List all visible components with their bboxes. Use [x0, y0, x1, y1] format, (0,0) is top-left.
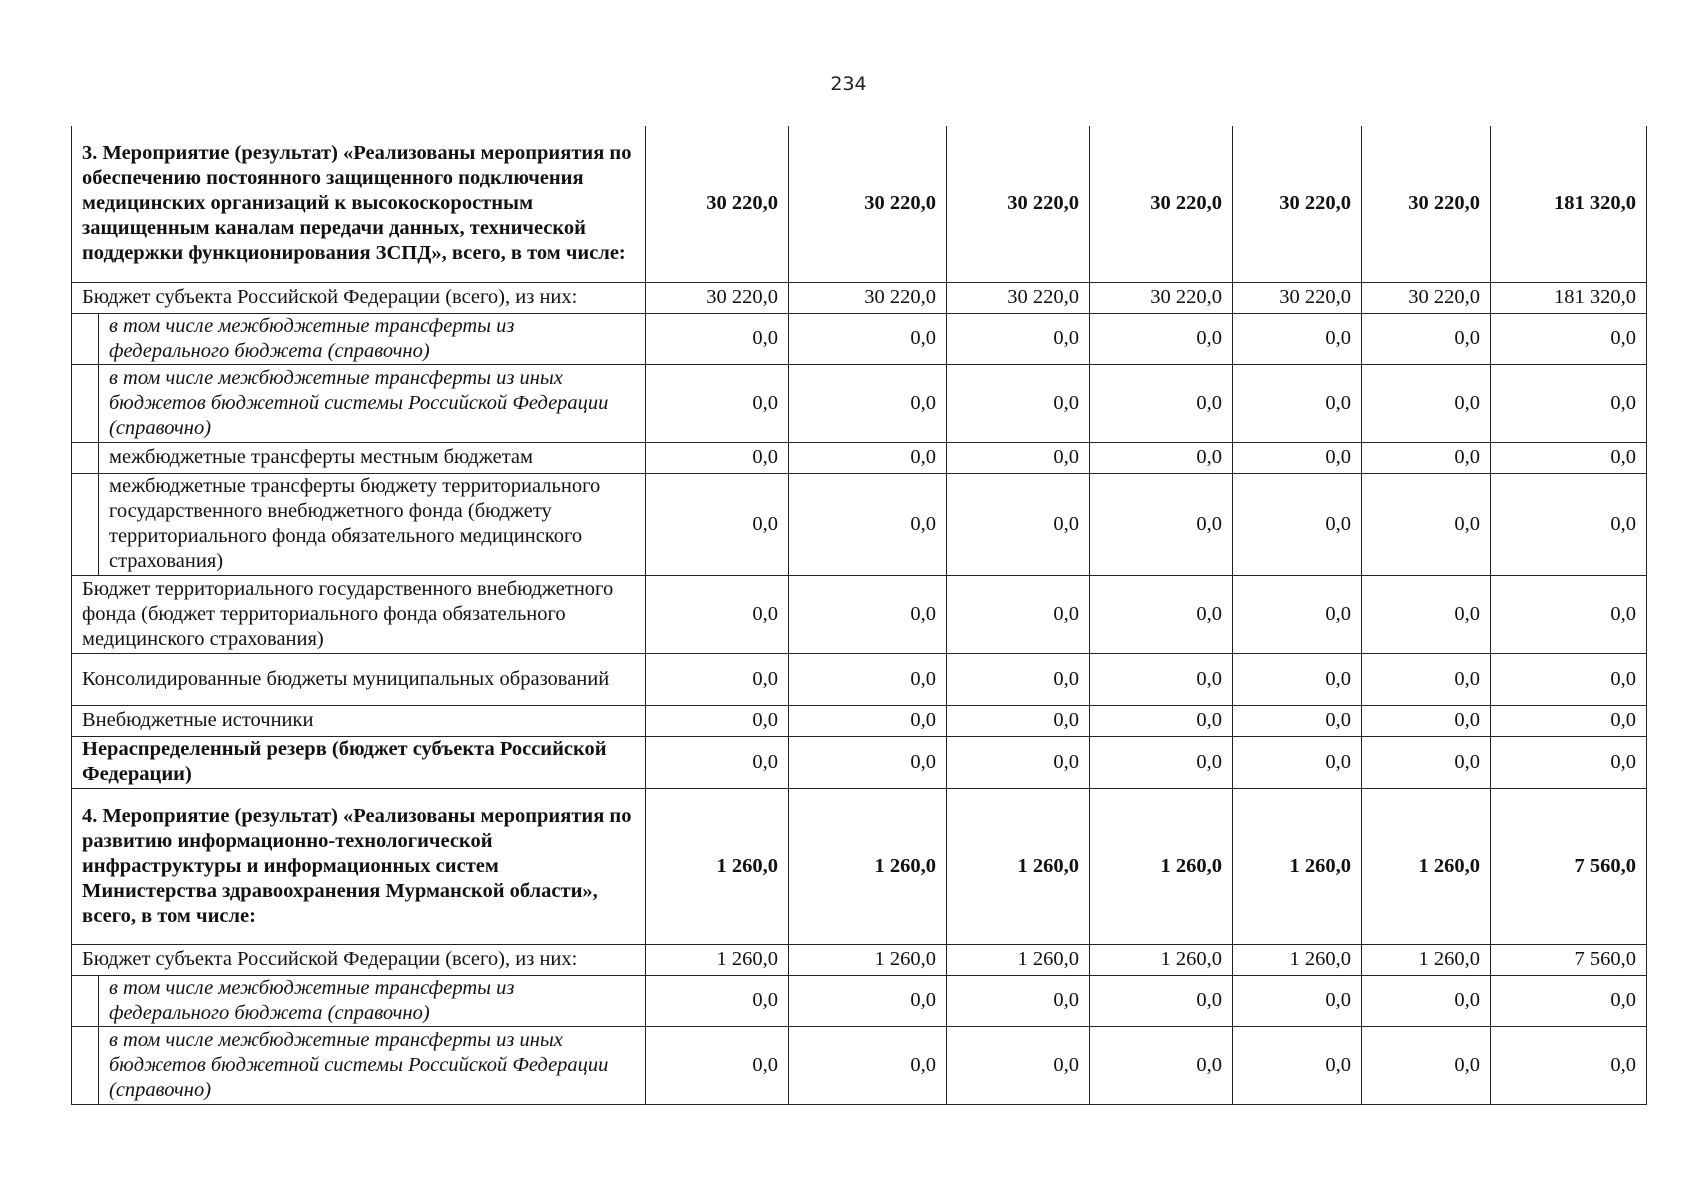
value-cell: 0,0: [646, 313, 789, 364]
table-row: [72, 126, 1647, 282]
row-label: Нераспределенный резерв (бюджет субъекта Российской Федерации): [72, 736, 646, 788]
value-cell: 0,0: [1090, 473, 1233, 575]
value-cell: 0,0: [789, 473, 947, 575]
value-cell: 0,0: [1090, 575, 1233, 653]
value-cell: 1 260,0: [1362, 788, 1491, 944]
table-row: [72, 282, 1647, 313]
value-cell: 0,0: [1362, 1026, 1491, 1104]
value-cell: 0,0: [947, 975, 1090, 1026]
row-label: 4. Мероприятие (результат) «Реализованы мероприятия по развитию информационно-технологической инфраструктуры и информационных систем Министерства здравоохранения Мурманской области», всего, в том числе:: [72, 788, 646, 944]
value-cell: 0,0: [1090, 313, 1233, 364]
value-cell: 1 260,0: [646, 944, 789, 975]
value-cell: 0,0: [1090, 1026, 1233, 1104]
table-row: [72, 313, 1647, 364]
value-cell: 0,0: [1491, 364, 1647, 442]
value-cell: 7 560,0: [1491, 944, 1647, 975]
value-cell: 0,0: [1362, 736, 1491, 788]
row-label: Консолидированные бюджеты муниципальных образований: [72, 653, 646, 705]
value-cell: 0,0: [1233, 313, 1362, 364]
value-cell: 0,0: [1362, 313, 1491, 364]
value-cell: 0,0: [947, 313, 1090, 364]
value-cell: 0,0: [646, 1026, 789, 1104]
value-cell: 0,0: [646, 736, 789, 788]
value-cell: 0,0: [1090, 975, 1233, 1026]
value-cell: 0,0: [789, 442, 947, 473]
value-cell: 0,0: [1362, 653, 1491, 705]
table-row: [72, 653, 1647, 705]
row-label: в том числе межбюджетные трансферты из иных бюджетов бюджетной системы Российской Федерации (справочно): [99, 1026, 646, 1104]
table-row: [72, 1026, 1647, 1104]
value-cell: 0,0: [646, 364, 789, 442]
value-cell: 0,0: [1233, 364, 1362, 442]
value-cell: 0,0: [1491, 653, 1647, 705]
value-cell: 30 220,0: [1090, 126, 1233, 282]
value-cell: 0,0: [789, 1026, 947, 1104]
table-row: [72, 944, 1647, 975]
value-cell: 0,0: [1233, 575, 1362, 653]
budget-table: [71, 126, 1647, 1105]
table-row: [72, 473, 1647, 575]
value-cell: 0,0: [646, 473, 789, 575]
table-body: [72, 126, 1647, 1104]
value-cell: 0,0: [1362, 575, 1491, 653]
row-label: Бюджет субъекта Российской Федерации (всего), из них:: [72, 282, 646, 313]
value-cell: 0,0: [1090, 364, 1233, 442]
value-cell: 0,0: [789, 975, 947, 1026]
row-label: в том числе межбюджетные трансферты из федерального бюджета (справочно): [99, 975, 646, 1026]
value-cell: 0,0: [1233, 653, 1362, 705]
table-row: [72, 575, 1647, 653]
value-cell: 0,0: [1491, 313, 1647, 364]
value-cell: 0,0: [789, 364, 947, 442]
value-cell: 0,0: [947, 575, 1090, 653]
value-cell: 0,0: [1233, 442, 1362, 473]
value-cell: 30 220,0: [1090, 282, 1233, 313]
row-label: 3. Мероприятие (результат) «Реализованы мероприятия по обеспечению постоянного защищенного подключения медицинских организаций к высокоскоростным защищенным каналам передачи данных, технической поддержки функционирования ЗСПД», всего, в том числе:: [72, 126, 646, 282]
value-cell: 1 260,0: [646, 788, 789, 944]
value-cell: 0,0: [789, 705, 947, 736]
value-cell: 0,0: [1090, 653, 1233, 705]
indent-cell: [72, 313, 99, 364]
value-cell: 0,0: [947, 736, 1090, 788]
value-cell: 0,0: [947, 364, 1090, 442]
value-cell: 0,0: [1090, 705, 1233, 736]
value-cell: 181 320,0: [1491, 282, 1647, 313]
value-cell: 0,0: [1233, 1026, 1362, 1104]
value-cell: 0,0: [789, 653, 947, 705]
table-row: [72, 736, 1647, 788]
value-cell: 30 220,0: [1362, 126, 1491, 282]
value-cell: 0,0: [789, 575, 947, 653]
indent-cell: [72, 364, 99, 442]
value-cell: 0,0: [1491, 975, 1647, 1026]
indent-cell: [72, 975, 99, 1026]
value-cell: 0,0: [1090, 736, 1233, 788]
value-cell: 30 220,0: [1233, 126, 1362, 282]
indent-cell: [72, 1026, 99, 1104]
row-label: межбюджетные трансферты местным бюджетам: [99, 442, 646, 473]
value-cell: 1 260,0: [789, 788, 947, 944]
indent-cell: [72, 473, 99, 575]
value-cell: 0,0: [1233, 975, 1362, 1026]
value-cell: 0,0: [1362, 975, 1491, 1026]
value-cell: 30 220,0: [789, 126, 947, 282]
value-cell: 0,0: [1362, 473, 1491, 575]
table-row: [72, 705, 1647, 736]
value-cell: 1 260,0: [947, 788, 1090, 944]
value-cell: 0,0: [947, 1026, 1090, 1104]
value-cell: 0,0: [1491, 473, 1647, 575]
value-cell: 1 260,0: [1233, 944, 1362, 975]
value-cell: 0,0: [646, 442, 789, 473]
value-cell: 1 260,0: [1090, 944, 1233, 975]
table-row: [72, 364, 1647, 442]
table-row: [72, 788, 1647, 944]
value-cell: 0,0: [646, 575, 789, 653]
value-cell: 30 220,0: [1233, 282, 1362, 313]
value-cell: 0,0: [947, 473, 1090, 575]
row-label: в том числе межбюджетные трансферты из федерального бюджета (справочно): [99, 313, 646, 364]
value-cell: 1 260,0: [1233, 788, 1362, 944]
value-cell: 30 220,0: [646, 282, 789, 313]
value-cell: 0,0: [1233, 736, 1362, 788]
row-label: в том числе межбюджетные трансферты из иных бюджетов бюджетной системы Российской Федерации (справочно): [99, 364, 646, 442]
value-cell: 0,0: [1362, 705, 1491, 736]
table-row: [72, 442, 1647, 473]
value-cell: 0,0: [1362, 442, 1491, 473]
value-cell: 0,0: [1491, 705, 1647, 736]
value-cell: 0,0: [1090, 442, 1233, 473]
value-cell: 1 260,0: [1362, 944, 1491, 975]
row-label: Бюджет территориального государственного внебюджетного фонда (бюджет территориального фонда обязательного медицинского страхования): [72, 575, 646, 653]
row-label: межбюджетные трансферты бюджету территориального государственного внебюджетного фонда (бюджету территориального фонда обязательного медицинского страхования): [99, 473, 646, 575]
table-row: [72, 975, 1647, 1026]
value-cell: 0,0: [646, 975, 789, 1026]
value-cell: 0,0: [947, 705, 1090, 736]
value-cell: 0,0: [789, 313, 947, 364]
value-cell: 1 260,0: [947, 944, 1090, 975]
value-cell: 0,0: [1233, 705, 1362, 736]
value-cell: 30 220,0: [947, 126, 1090, 282]
page-number: 234: [830, 73, 867, 95]
value-cell: 0,0: [1491, 575, 1647, 653]
row-label: Бюджет субъекта Российской Федерации (всего), из них:: [72, 944, 646, 975]
row-label: Внебюджетные источники: [72, 705, 646, 736]
value-cell: 1 260,0: [789, 944, 947, 975]
value-cell: 0,0: [1491, 442, 1647, 473]
value-cell: 30 220,0: [646, 126, 789, 282]
value-cell: 0,0: [789, 736, 947, 788]
value-cell: 0,0: [1491, 1026, 1647, 1104]
value-cell: 0,0: [646, 653, 789, 705]
value-cell: 7 560,0: [1491, 788, 1647, 944]
value-cell: 181 320,0: [1491, 126, 1647, 282]
value-cell: 1 260,0: [1090, 788, 1233, 944]
value-cell: 0,0: [947, 653, 1090, 705]
value-cell: 0,0: [947, 442, 1090, 473]
value-cell: 0,0: [1233, 473, 1362, 575]
value-cell: 0,0: [646, 705, 789, 736]
value-cell: 30 220,0: [789, 282, 947, 313]
value-cell: 30 220,0: [947, 282, 1090, 313]
indent-cell: [72, 442, 99, 473]
value-cell: 0,0: [1491, 736, 1647, 788]
value-cell: 0,0: [1362, 364, 1491, 442]
value-cell: 30 220,0: [1362, 282, 1491, 313]
